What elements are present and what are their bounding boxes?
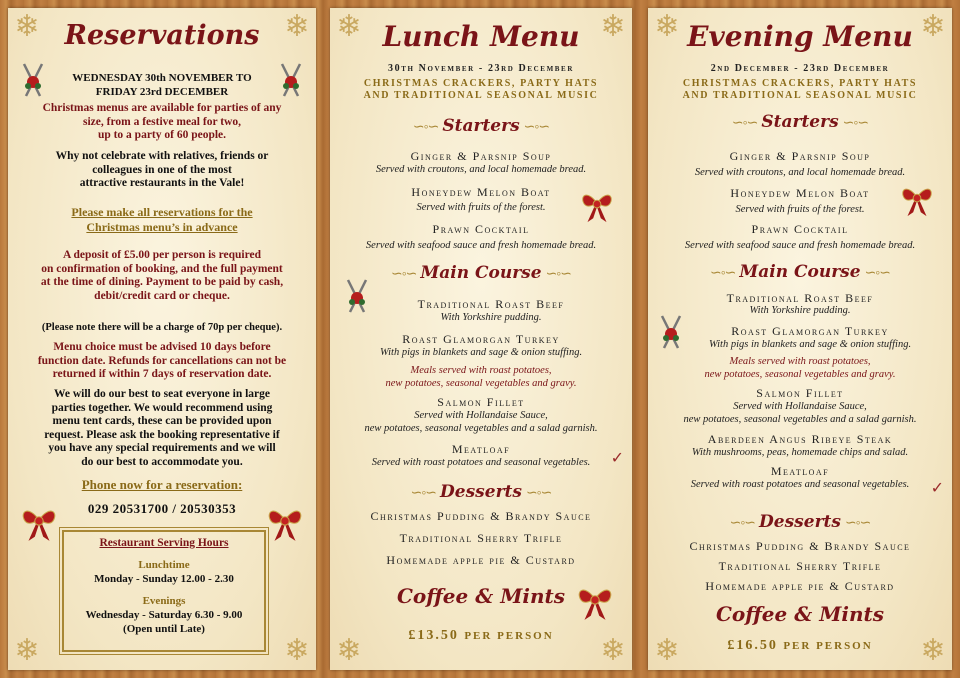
menu-item-desc: Served with seafood sauce and fresh homemade bread. <box>365 240 597 251</box>
menu-item-desc: Served with croutons, and local homemade bread. <box>694 167 906 178</box>
menu-item-name: Traditional Roast Beef <box>726 291 874 305</box>
why-line: colleagues in one of the most <box>92 163 232 176</box>
lunch-extras <box>330 78 632 102</box>
price-unit: PER PERSON <box>464 630 554 642</box>
intro-text <box>8 102 316 143</box>
seating-line: menu tent cards, these can be provided upon <box>52 415 272 427</box>
menu-item-desc: With Yorkshire pudding. <box>440 312 542 323</box>
evening-main-heading <box>648 262 952 282</box>
menu-item-desc: new potatoes, seasonal vegetables and a salad garnish. <box>364 423 598 434</box>
advance-line: Christmas menu’s in advance <box>86 220 238 234</box>
dessert-item: Traditional Sherry Trifle <box>399 531 563 545</box>
menu-note: new potatoes, seasonal vegetables and gravy. <box>385 378 577 389</box>
seating-line: We will do our best to seat everyone in large <box>53 388 271 400</box>
menu-item-desc: Served with fruits of the forest. <box>416 202 546 213</box>
snowflake-icon: ❄ <box>654 9 680 44</box>
hours-title: Restaurant Serving Hours <box>99 537 229 549</box>
swirl-ornament-icon: ∽◦∽ <box>709 265 736 281</box>
menu-note: Meals served with roast potatoes, <box>410 365 552 376</box>
swirl-ornament-icon: ∽◦∽ <box>864 265 891 281</box>
reservations-title: Reservations <box>64 20 260 51</box>
dates-line: FRIDAY 23rd DECEMBER <box>95 85 229 98</box>
seating-line: parties together. We would recommend using <box>51 401 273 414</box>
menu-item-name: Traditional Roast Beef <box>417 297 565 311</box>
snowflake-icon: ❄ <box>284 633 310 668</box>
swirl-ornament-icon: ∽◦∽ <box>410 485 437 501</box>
advance-line: Please make all reservations for the <box>71 205 253 219</box>
swirl-ornament-icon: ∽◦∽ <box>545 266 572 282</box>
cheque-note: (Please note there will be a charge of 70p per cheque). <box>41 322 283 333</box>
swirl-ornament-icon: ∽◦∽ <box>412 119 439 135</box>
starters-label: Starters <box>442 116 520 136</box>
menu-item-name: Roast Glamorgan Turkey <box>402 332 560 346</box>
menu-item-desc: Served with croutons, and local homemade bread. <box>375 164 587 175</box>
evening-dates: 2nd December - 23rd December <box>710 63 890 74</box>
menu-item-desc: new potatoes, seasonal vegetables and a salad garnish. <box>683 414 917 425</box>
lunch-price <box>330 628 632 644</box>
reservation-dates <box>8 72 316 99</box>
snowflake-icon: ❄ <box>600 9 626 44</box>
swirl-ornament-icon: ∽◦∽ <box>525 485 552 501</box>
menu-item-name: Prawn Cocktail <box>432 222 530 236</box>
intro-line: up to a party of 60 people. <box>97 129 227 141</box>
leaf-ornament-icon: ✓ <box>610 450 624 467</box>
snowflake-icon: ❄ <box>14 9 40 44</box>
evening-starters-heading <box>648 112 952 132</box>
menu-item-desc: With pigs in blankets and sage & onion stuffing. <box>379 347 583 358</box>
lunch-label: Lunchtime <box>138 559 190 571</box>
advance-notice <box>8 205 316 235</box>
dessert-item: Traditional Sherry Trifle <box>718 559 882 573</box>
menu-choice-line: function date. Refunds for cancellations can not be <box>37 354 287 367</box>
menu-choice-line: returned if within 7 days of reservation date. <box>52 368 272 380</box>
evening-label: Evenings <box>142 595 186 607</box>
snowflake-icon: ❄ <box>920 633 946 668</box>
menu-note: new potatoes, seasonal vegetables and gravy. <box>704 369 896 380</box>
menu-item-desc: Served with Hollandaise Sauce, <box>733 401 867 412</box>
lunch-starters-heading <box>330 116 632 136</box>
menu-item-desc: Served with fruits of the forest. <box>735 204 865 215</box>
menu-item-name: Roast Glamorgan Turkey <box>731 324 889 338</box>
why-line: Why not celebrate with relatives, friends or <box>55 150 269 162</box>
snowflake-icon: ❄ <box>336 633 362 668</box>
menu-choice-line: Menu choice must be advised 10 days before <box>53 341 271 353</box>
lunch-menu-panel <box>330 8 632 670</box>
menu-item-name: Prawn Cocktail <box>751 222 849 236</box>
menu-item-desc: With pigs in blankets and sage & onion stuffing. <box>708 339 912 350</box>
extras-line: CHRISTMAS CRACKERS, PARTY HATS <box>682 78 918 89</box>
deposit-line: at the time of dining. Payment to be paid by cash, <box>40 276 284 288</box>
lunch-desserts-heading <box>330 482 632 502</box>
snowflake-icon: ❄ <box>654 633 680 668</box>
evening-price <box>648 638 952 654</box>
menu-item-name: Honeydew Melon Boat <box>411 185 551 199</box>
deposit-line: on confirmation of booking, and the full payment <box>41 262 283 275</box>
why-text <box>8 150 316 191</box>
price-value: £16.50 <box>727 638 778 653</box>
christmas-bow-icon <box>264 501 306 543</box>
phone-number[interactable]: 029 20531700 / 20530353 <box>87 501 237 516</box>
snowflake-icon: ❄ <box>284 9 310 44</box>
extras-line: AND TRADITIONAL SEASONAL MUSIC <box>682 90 918 101</box>
snowflake-icon: ❄ <box>920 9 946 44</box>
menu-item-name: Meatloaf <box>451 442 511 456</box>
desserts-label: Desserts <box>759 512 841 532</box>
seating-line: you have any special requirements and we will <box>48 442 276 454</box>
christmas-bow-icon <box>578 186 616 224</box>
menu-item-desc: Served with roast potatoes and seasonal vegetables. <box>690 479 910 490</box>
leaf-ornament-icon: ✓ <box>930 480 944 497</box>
swirl-ornament-icon: ∽◦∽ <box>842 115 869 131</box>
intro-line: Christmas menus are available for parties of any <box>42 102 282 114</box>
dessert-item: Homemade apple pie & Custard <box>386 553 576 567</box>
menu-item-name: Salmon Fillet <box>437 395 525 409</box>
snowflake-icon: ❄ <box>14 633 40 668</box>
extras-line: CHRISTMAS CRACKERS, PARTY HATS <box>363 78 599 89</box>
deposit-text <box>8 249 316 303</box>
snowflake-icon: ❄ <box>336 9 362 44</box>
christmas-bow-icon <box>898 180 936 218</box>
dates-line: WEDNESDAY 30th NOVEMBER TO <box>72 72 252 84</box>
menu-choice-text <box>8 341 316 382</box>
menu-note: Meals served with roast potatoes, <box>729 356 871 367</box>
price-unit: PER PERSON <box>783 640 873 652</box>
phone-label: Phone now for a reservation: <box>81 477 243 492</box>
dessert-item: Christmas Pudding & Brandy Sauce <box>370 509 592 523</box>
menu-item-desc: With mushrooms, peas, homemade chips and salad. <box>691 447 909 458</box>
evening-extras <box>648 78 952 102</box>
coffee-mints: Coffee & Mints <box>396 584 565 608</box>
menu-item-name: Salmon Fillet <box>756 386 844 400</box>
extras-line: AND TRADITIONAL SEASONAL MUSIC <box>363 90 599 101</box>
dessert-item: Christmas Pudding & Brandy Sauce <box>689 539 911 553</box>
lunch-hours: Monday - Sunday 12.00 - 2.30 <box>94 573 234 585</box>
lunch-title: Lunch Menu <box>382 20 580 53</box>
reservations-panel <box>8 8 316 670</box>
price-value: £13.50 <box>408 628 459 643</box>
evening-note: (Open until Late) <box>123 623 205 635</box>
main-course-label: Main Course <box>420 263 542 283</box>
christmas-bow-icon <box>574 580 616 622</box>
evening-title: Evening Menu <box>687 20 913 53</box>
seating-line: request. Please ask the booking representative if <box>44 428 280 441</box>
swirl-ornament-icon: ∽◦∽ <box>729 515 756 531</box>
menu-item-name: Honeydew Melon Boat <box>730 186 870 200</box>
main-course-label: Main Course <box>739 262 861 282</box>
swirl-ornament-icon: ∽◦∽ <box>390 266 417 282</box>
swirl-ornament-icon: ∽◦∽ <box>731 115 758 131</box>
menu-item-name: Aberdeen Angus Ribeye Steak <box>707 432 893 446</box>
lunch-dates: 30th November - 23rd December <box>388 63 574 74</box>
menu-item-desc: Served with Hollandaise Sauce, <box>414 410 548 421</box>
menu-item-desc: Served with roast potatoes and seasonal vegetables. <box>371 457 591 468</box>
intro-line: size, from a festive meal for two, <box>83 115 241 128</box>
why-line: attractive restaurants in the Vale! <box>79 177 245 189</box>
evening-hours: Wednesday - Saturday 6.30 - 9.00 <box>85 609 243 621</box>
deposit-line: debit/credit card or cheque. <box>94 289 230 302</box>
lunch-main-heading <box>330 263 632 283</box>
dessert-item: Homemade apple pie & Custard <box>705 579 895 593</box>
serving-hours-box <box>62 530 266 652</box>
menu-item-desc: With Yorkshire pudding. <box>749 305 851 316</box>
menu-item-name: Ginger & Parsnip Soup <box>410 149 552 163</box>
menu-item-name: Ginger & Parsnip Soup <box>729 149 871 163</box>
seating-text <box>8 388 316 469</box>
evening-menu-panel <box>648 8 952 670</box>
desserts-label: Desserts <box>440 482 522 502</box>
starters-label: Starters <box>761 112 839 132</box>
christmas-bow-icon <box>18 501 60 543</box>
evening-desserts-heading <box>648 512 952 532</box>
coffee-mints: Coffee & Mints <box>715 602 884 626</box>
swirl-ornament-icon: ∽◦∽ <box>844 515 871 531</box>
menu-item-desc: Served with seafood sauce and fresh homemade bread. <box>684 240 916 251</box>
menu-item-name: Meatloaf <box>770 464 830 478</box>
deposit-line: A deposit of £5.00 per person is required <box>62 249 262 261</box>
swirl-ornament-icon: ∽◦∽ <box>523 119 550 135</box>
snowflake-icon: ❄ <box>600 633 626 668</box>
seating-line: do our best to accommodate you. <box>81 455 243 468</box>
